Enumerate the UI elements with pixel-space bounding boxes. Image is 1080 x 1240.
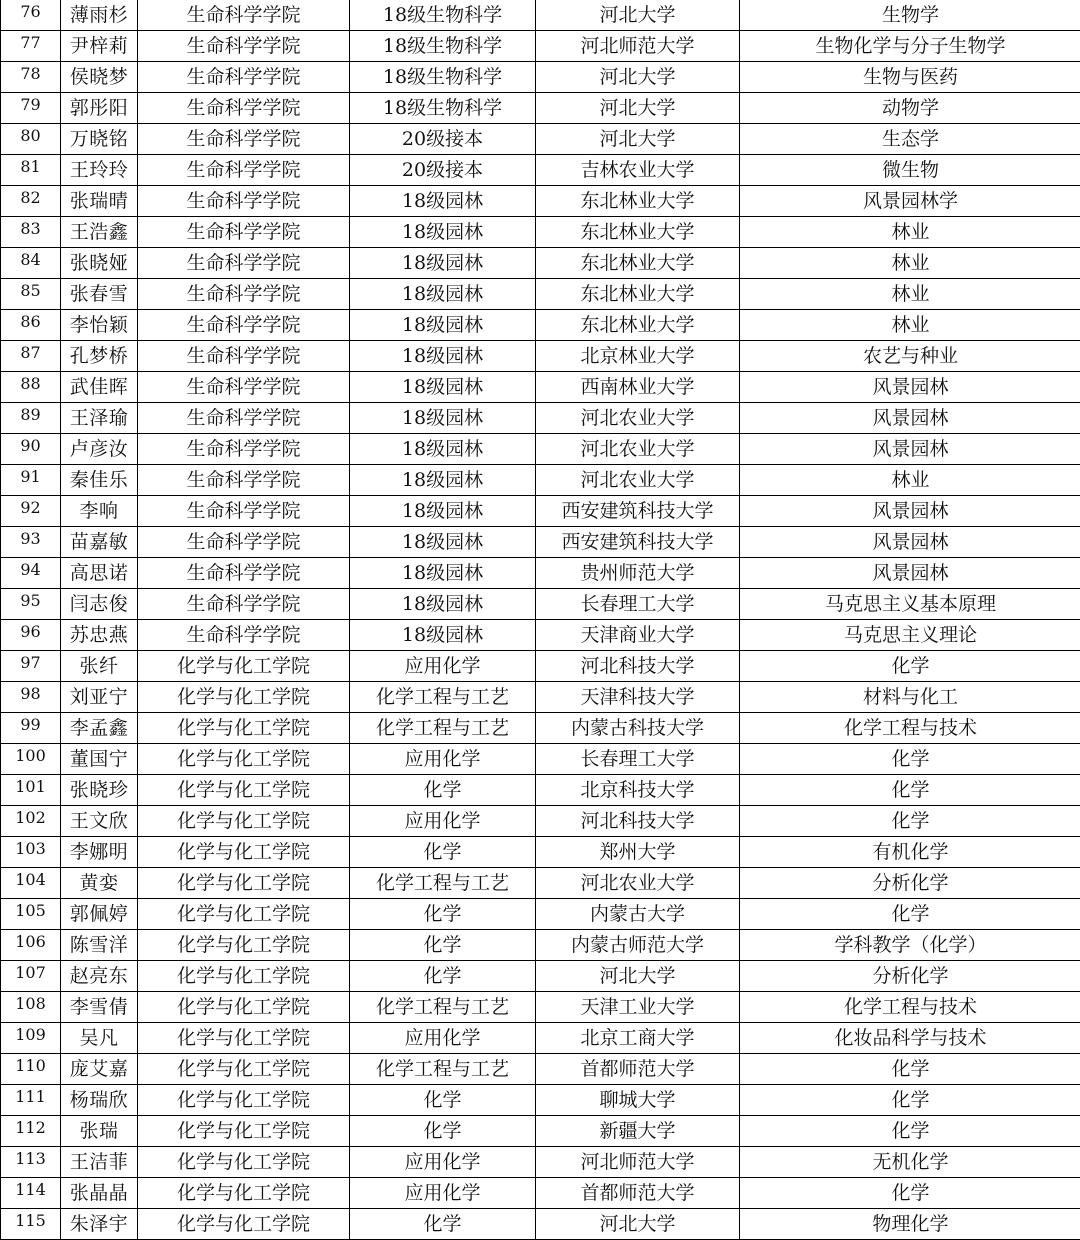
admitted-major-cell: 生态学	[740, 124, 1080, 155]
college-cell: 生命科学学院	[138, 0, 350, 31]
student-name-cell: 苗嘉敏	[61, 527, 138, 558]
admitted-university-cell: 新疆大学	[536, 1116, 740, 1147]
student-name-cell: 杨瑞欣	[61, 1085, 138, 1116]
admitted-university-cell: 天津科技大学	[536, 682, 740, 713]
table-row	[1, 1023, 1080, 1054]
student-name-cell: 张瑞	[61, 1116, 138, 1147]
table-row	[1, 1178, 1080, 1209]
college-cell: 生命科学学院	[138, 62, 350, 93]
class-cell: 18级生物科学	[350, 31, 536, 62]
row-number-cell: 111	[1, 1085, 61, 1116]
admitted-university-cell: 河北农业大学	[536, 465, 740, 496]
table-row	[1, 651, 1080, 682]
admitted-major-cell: 化学工程与技术	[740, 992, 1080, 1023]
class-cell: 18级园林	[350, 310, 536, 341]
admitted-university-cell: 西安建筑科技大学	[536, 527, 740, 558]
class-cell: 应用化学	[350, 1023, 536, 1054]
table-row	[1, 186, 1080, 217]
student-name-cell: 张春雪	[61, 279, 138, 310]
student-name-cell: 秦佳乐	[61, 465, 138, 496]
table-row	[1, 124, 1080, 155]
admitted-university-cell: 首都师范大学	[536, 1054, 740, 1085]
college-cell: 化学与化工学院	[138, 651, 350, 682]
class-cell: 化学	[350, 1209, 536, 1240]
row-number-cell: 95	[1, 589, 61, 620]
admitted-major-cell: 化学	[740, 651, 1080, 682]
admitted-major-cell: 化妆品科学与技术	[740, 1023, 1080, 1054]
admitted-university-cell: 北京林业大学	[536, 341, 740, 372]
student-name-cell: 武佳晖	[61, 372, 138, 403]
class-cell: 化学工程与工艺	[350, 868, 536, 899]
class-cell: 18级生物科学	[350, 62, 536, 93]
row-number-cell: 76	[1, 0, 61, 31]
class-cell: 20级接本	[350, 124, 536, 155]
row-number-cell: 85	[1, 279, 61, 310]
class-cell: 18级园林	[350, 558, 536, 589]
table-row	[1, 434, 1080, 465]
student-name-cell: 孔梦桥	[61, 341, 138, 372]
table-row	[1, 589, 1080, 620]
admitted-university-cell: 河北科技大学	[536, 806, 740, 837]
class-cell: 18级园林	[350, 403, 536, 434]
table-body	[1, 0, 1080, 1240]
class-cell: 化学	[350, 837, 536, 868]
admitted-university-cell: 内蒙古大学	[536, 899, 740, 930]
admitted-university-cell: 内蒙古师范大学	[536, 930, 740, 961]
admitted-major-cell: 物理化学	[740, 1209, 1080, 1240]
college-cell: 化学与化工学院	[138, 1054, 350, 1085]
college-cell: 生命科学学院	[138, 155, 350, 186]
admitted-university-cell: 内蒙古科技大学	[536, 713, 740, 744]
admitted-university-cell: 河北师范大学	[536, 1147, 740, 1178]
admitted-major-cell: 微生物	[740, 155, 1080, 186]
table-row	[1, 806, 1080, 837]
table-row	[1, 496, 1080, 527]
class-cell: 18级园林	[350, 341, 536, 372]
student-name-cell: 王玲玲	[61, 155, 138, 186]
admitted-major-cell: 分析化学	[740, 961, 1080, 992]
student-name-cell: 卢彦汝	[61, 434, 138, 465]
student-name-cell: 李怡颖	[61, 310, 138, 341]
student-name-cell: 吴凡	[61, 1023, 138, 1054]
row-number-cell: 105	[1, 899, 61, 930]
student-name-cell: 苏忠燕	[61, 620, 138, 651]
admitted-university-cell: 河北农业大学	[536, 868, 740, 899]
row-number-cell: 104	[1, 868, 61, 899]
admitted-major-cell: 生物化学与分子生物学	[740, 31, 1080, 62]
college-cell: 化学与化工学院	[138, 837, 350, 868]
row-number-cell: 110	[1, 1054, 61, 1085]
class-cell: 18级园林	[350, 434, 536, 465]
table-row	[1, 217, 1080, 248]
college-cell: 生命科学学院	[138, 496, 350, 527]
row-number-cell: 98	[1, 682, 61, 713]
class-cell: 18级园林	[350, 217, 536, 248]
class-cell: 应用化学	[350, 1178, 536, 1209]
table-row	[1, 1116, 1080, 1147]
student-name-cell: 侯晓梦	[61, 62, 138, 93]
admitted-major-cell: 化学	[740, 744, 1080, 775]
student-name-cell: 闫志俊	[61, 589, 138, 620]
college-cell: 化学与化工学院	[138, 1116, 350, 1147]
admitted-university-cell: 天津商业大学	[536, 620, 740, 651]
class-cell: 18级生物科学	[350, 0, 536, 31]
college-cell: 生命科学学院	[138, 310, 350, 341]
table-row	[1, 248, 1080, 279]
student-name-cell: 庞艾嘉	[61, 1054, 138, 1085]
row-number-cell: 114	[1, 1178, 61, 1209]
class-cell: 18级园林	[350, 279, 536, 310]
admitted-major-cell: 风景园林学	[740, 186, 1080, 217]
admitted-major-cell: 化学	[740, 1178, 1080, 1209]
college-cell: 生命科学学院	[138, 527, 350, 558]
admitted-major-cell: 风景园林	[740, 558, 1080, 589]
student-name-cell: 李孟鑫	[61, 713, 138, 744]
admitted-major-cell: 风景园林	[740, 372, 1080, 403]
admitted-major-cell: 林业	[740, 465, 1080, 496]
admitted-major-cell: 无机化学	[740, 1147, 1080, 1178]
student-name-cell: 万晓铭	[61, 124, 138, 155]
class-cell: 18级园林	[350, 186, 536, 217]
admitted-major-cell: 有机化学	[740, 837, 1080, 868]
table-row	[1, 713, 1080, 744]
college-cell: 生命科学学院	[138, 403, 350, 434]
table-row	[1, 1147, 1080, 1178]
class-cell: 20级接本	[350, 155, 536, 186]
class-cell: 18级园林	[350, 620, 536, 651]
row-number-cell: 109	[1, 1023, 61, 1054]
class-cell: 化学工程与工艺	[350, 1054, 536, 1085]
table-row	[1, 775, 1080, 806]
college-cell: 化学与化工学院	[138, 899, 350, 930]
college-cell: 化学与化工学院	[138, 1209, 350, 1240]
admitted-major-cell: 风景园林	[740, 403, 1080, 434]
student-name-cell: 王洁菲	[61, 1147, 138, 1178]
college-cell: 生命科学学院	[138, 620, 350, 651]
admitted-major-cell: 马克思主义基本原理	[740, 589, 1080, 620]
table-row	[1, 403, 1080, 434]
table-row	[1, 372, 1080, 403]
row-number-cell: 107	[1, 961, 61, 992]
admitted-university-cell: 河北科技大学	[536, 651, 740, 682]
student-name-cell: 张瑞晴	[61, 186, 138, 217]
admitted-university-cell: 河北大学	[536, 961, 740, 992]
table-row	[1, 899, 1080, 930]
row-number-cell: 102	[1, 806, 61, 837]
row-number-cell: 84	[1, 248, 61, 279]
college-cell: 生命科学学院	[138, 186, 350, 217]
student-name-cell: 王浩鑫	[61, 217, 138, 248]
admitted-university-cell: 郑州大学	[536, 837, 740, 868]
table-row	[1, 1085, 1080, 1116]
admitted-major-cell: 生物学	[740, 0, 1080, 31]
college-cell: 生命科学学院	[138, 217, 350, 248]
student-name-cell: 李雪倩	[61, 992, 138, 1023]
class-cell: 18级园林	[350, 372, 536, 403]
table-row	[1, 0, 1080, 31]
admitted-university-cell: 东北林业大学	[536, 217, 740, 248]
admitted-major-cell: 化学	[740, 1085, 1080, 1116]
admitted-major-cell: 风景园林	[740, 434, 1080, 465]
table-row	[1, 310, 1080, 341]
admitted-major-cell: 风景园林	[740, 496, 1080, 527]
table-row	[1, 837, 1080, 868]
row-number-cell: 88	[1, 372, 61, 403]
student-name-cell: 尹梓莉	[61, 31, 138, 62]
row-number-cell: 80	[1, 124, 61, 155]
college-cell: 生命科学学院	[138, 465, 350, 496]
student-name-cell: 黄娈	[61, 868, 138, 899]
row-number-cell: 96	[1, 620, 61, 651]
class-cell: 化学	[350, 961, 536, 992]
student-name-cell: 薄雨杉	[61, 0, 138, 31]
college-cell: 化学与化工学院	[138, 1147, 350, 1178]
row-number-cell: 113	[1, 1147, 61, 1178]
college-cell: 生命科学学院	[138, 372, 350, 403]
class-cell: 化学	[350, 1085, 536, 1116]
admitted-major-cell: 化学	[740, 899, 1080, 930]
student-name-cell: 高思诺	[61, 558, 138, 589]
table-row	[1, 527, 1080, 558]
college-cell: 化学与化工学院	[138, 930, 350, 961]
table-row	[1, 1209, 1080, 1240]
admitted-major-cell: 化学工程与技术	[740, 713, 1080, 744]
row-number-cell: 92	[1, 496, 61, 527]
admitted-university-cell: 天津工业大学	[536, 992, 740, 1023]
college-cell: 生命科学学院	[138, 434, 350, 465]
row-number-cell: 81	[1, 155, 61, 186]
admitted-university-cell: 首都师范大学	[536, 1178, 740, 1209]
row-number-cell: 82	[1, 186, 61, 217]
student-name-cell: 郭佩婷	[61, 899, 138, 930]
admitted-university-cell: 东北林业大学	[536, 279, 740, 310]
admitted-major-cell: 农艺与种业	[740, 341, 1080, 372]
row-number-cell: 94	[1, 558, 61, 589]
admitted-major-cell: 动物学	[740, 93, 1080, 124]
table-row	[1, 620, 1080, 651]
student-name-cell: 李娜明	[61, 837, 138, 868]
row-number-cell: 97	[1, 651, 61, 682]
college-cell: 生命科学学院	[138, 248, 350, 279]
college-cell: 生命科学学院	[138, 124, 350, 155]
row-number-cell: 100	[1, 744, 61, 775]
admitted-university-cell: 西南林业大学	[536, 372, 740, 403]
admitted-major-cell: 风景园林	[740, 527, 1080, 558]
college-cell: 化学与化工学院	[138, 775, 350, 806]
admitted-university-cell: 河北大学	[536, 0, 740, 31]
table-row	[1, 93, 1080, 124]
table-row	[1, 961, 1080, 992]
admitted-major-cell: 林业	[740, 279, 1080, 310]
admitted-university-cell: 西安建筑科技大学	[536, 496, 740, 527]
class-cell: 化学工程与工艺	[350, 682, 536, 713]
row-number-cell: 77	[1, 31, 61, 62]
row-number-cell: 108	[1, 992, 61, 1023]
college-cell: 化学与化工学院	[138, 961, 350, 992]
admitted-university-cell: 东北林业大学	[536, 310, 740, 341]
row-number-cell: 91	[1, 465, 61, 496]
admitted-university-cell: 河北师范大学	[536, 31, 740, 62]
class-cell: 应用化学	[350, 806, 536, 837]
row-number-cell: 93	[1, 527, 61, 558]
admitted-major-cell: 生物与医药	[740, 62, 1080, 93]
admitted-university-cell: 长春理工大学	[536, 744, 740, 775]
college-cell: 化学与化工学院	[138, 744, 350, 775]
student-name-cell: 郭彤阳	[61, 93, 138, 124]
table-row	[1, 62, 1080, 93]
row-number-cell: 112	[1, 1116, 61, 1147]
table-row	[1, 744, 1080, 775]
student-name-cell: 朱泽宇	[61, 1209, 138, 1240]
admitted-university-cell: 河北农业大学	[536, 403, 740, 434]
admitted-university-cell: 吉林农业大学	[536, 155, 740, 186]
row-number-cell: 101	[1, 775, 61, 806]
college-cell: 化学与化工学院	[138, 1178, 350, 1209]
row-number-cell: 83	[1, 217, 61, 248]
table-row	[1, 155, 1080, 186]
table-row	[1, 868, 1080, 899]
college-cell: 化学与化工学院	[138, 1023, 350, 1054]
row-number-cell: 86	[1, 310, 61, 341]
table-row	[1, 279, 1080, 310]
admitted-university-cell: 聊城大学	[536, 1085, 740, 1116]
table-row	[1, 992, 1080, 1023]
table-row	[1, 558, 1080, 589]
admitted-university-cell: 北京科技大学	[536, 775, 740, 806]
class-cell: 化学工程与工艺	[350, 713, 536, 744]
table-row	[1, 31, 1080, 62]
class-cell: 化学	[350, 775, 536, 806]
student-name-cell: 刘亚宁	[61, 682, 138, 713]
admitted-university-cell: 长春理工大学	[536, 589, 740, 620]
student-name-cell: 张纤	[61, 651, 138, 682]
admitted-major-cell: 化学	[740, 1054, 1080, 1085]
college-cell: 生命科学学院	[138, 279, 350, 310]
class-cell: 18级园林	[350, 465, 536, 496]
student-name-cell: 张晓珍	[61, 775, 138, 806]
student-name-cell: 王文欣	[61, 806, 138, 837]
admitted-major-cell: 化学	[740, 775, 1080, 806]
class-cell: 化学	[350, 930, 536, 961]
class-cell: 化学	[350, 899, 536, 930]
student-name-cell: 张晶晶	[61, 1178, 138, 1209]
admitted-major-cell: 林业	[740, 310, 1080, 341]
admitted-university-cell: 北京工商大学	[536, 1023, 740, 1054]
admitted-university-cell: 东北林业大学	[536, 248, 740, 279]
admitted-major-cell: 马克思主义理论	[740, 620, 1080, 651]
class-cell: 18级园林	[350, 527, 536, 558]
admitted-major-cell: 化学	[740, 806, 1080, 837]
student-name-cell: 王泽瑜	[61, 403, 138, 434]
table-row	[1, 1054, 1080, 1085]
college-cell: 化学与化工学院	[138, 806, 350, 837]
admitted-major-cell: 林业	[740, 248, 1080, 279]
admitted-major-cell: 分析化学	[740, 868, 1080, 899]
college-cell: 生命科学学院	[138, 341, 350, 372]
admitted-university-cell: 河北大学	[536, 124, 740, 155]
student-name-cell: 张晓娅	[61, 248, 138, 279]
student-name-cell: 赵亮东	[61, 961, 138, 992]
table-row	[1, 930, 1080, 961]
table-row	[1, 682, 1080, 713]
row-number-cell: 99	[1, 713, 61, 744]
college-cell: 化学与化工学院	[138, 868, 350, 899]
class-cell: 18级园林	[350, 496, 536, 527]
college-cell: 化学与化工学院	[138, 713, 350, 744]
class-cell: 应用化学	[350, 651, 536, 682]
student-name-cell: 董国宁	[61, 744, 138, 775]
college-cell: 生命科学学院	[138, 31, 350, 62]
admitted-university-cell: 河北大学	[536, 93, 740, 124]
admitted-major-cell: 学科教学（化学）	[740, 930, 1080, 961]
student-name-cell: 李响	[61, 496, 138, 527]
college-cell: 化学与化工学院	[138, 1085, 350, 1116]
class-cell: 18级园林	[350, 248, 536, 279]
table-row	[1, 341, 1080, 372]
admitted-university-cell: 河北农业大学	[536, 434, 740, 465]
admitted-major-cell: 林业	[740, 217, 1080, 248]
admitted-university-cell: 东北林业大学	[536, 186, 740, 217]
class-cell: 化学	[350, 1116, 536, 1147]
class-cell: 化学工程与工艺	[350, 992, 536, 1023]
class-cell: 18级园林	[350, 589, 536, 620]
row-number-cell: 79	[1, 93, 61, 124]
student-name-cell: 陈雪洋	[61, 930, 138, 961]
row-number-cell: 106	[1, 930, 61, 961]
college-cell: 生命科学学院	[138, 558, 350, 589]
admitted-university-cell: 河北大学	[536, 1209, 740, 1240]
row-number-cell: 103	[1, 837, 61, 868]
college-cell: 化学与化工学院	[138, 992, 350, 1023]
admitted-university-cell: 河北大学	[536, 62, 740, 93]
row-number-cell: 87	[1, 341, 61, 372]
row-number-cell: 78	[1, 62, 61, 93]
class-cell: 应用化学	[350, 1147, 536, 1178]
admitted-university-cell: 贵州师范大学	[536, 558, 740, 589]
college-cell: 化学与化工学院	[138, 682, 350, 713]
class-cell: 应用化学	[350, 744, 536, 775]
row-number-cell: 90	[1, 434, 61, 465]
admitted-major-cell: 化学	[740, 1116, 1080, 1147]
row-number-cell: 115	[1, 1209, 61, 1240]
row-number-cell: 89	[1, 403, 61, 434]
table-row	[1, 465, 1080, 496]
college-cell: 生命科学学院	[138, 93, 350, 124]
class-cell: 18级生物科学	[350, 93, 536, 124]
admitted-major-cell: 材料与化工	[740, 682, 1080, 713]
college-cell: 生命科学学院	[138, 589, 350, 620]
